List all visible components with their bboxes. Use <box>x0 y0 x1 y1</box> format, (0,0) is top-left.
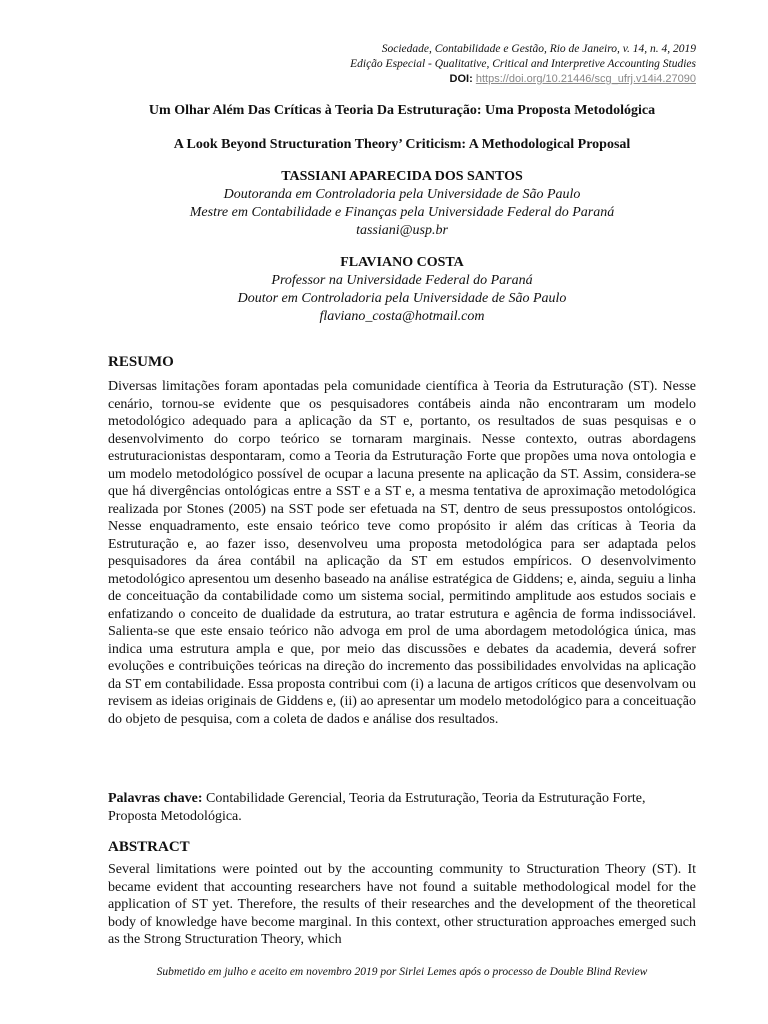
doi-link[interactable]: https://doi.org/10.21446/scg_ufrj.v14i4.27090 <box>475 73 696 85</box>
doi-label: DOI: <box>449 73 473 85</box>
resumo-paragraph: Diversas limitações foram apontadas pela comunidade científica à Teoria da Estruturação (ST). Nesse cenário, tornou-se evidente que os pesquisadores contábeis ainda não encontraram um modelo metodológico adequado para a aplicação da ST e, portanto, os resultados de suas pesquisas e o desenvolvimento do corpo teórico se tornaram marginais. Nesse contexto, outras abordagens estruturacionistas despontaram, como a Teoria da Estruturação Forte que propões uma nova ontologia e um modelo metodológico possível de ocupar a lacuna presente na aplicação da ST. Assim, considera-se que há divergências ontológicas entre a SST e a ST e, a mesma tentativa de aproximação metodológica realizada por Stones (2005) na SST pode ser efetuada na ST, dentro de seus pressupostos ontológicos. Nesse enquadramento, este ensaio teórico teve como propósito ir além das críticas à Teoria da Estruturação e, ao fazer isso, desenvolveu uma proposta metodológica para ser adaptada pelos pesquisadores da área contábil na aplicação da ST em estudos empíricos. O desenvolvimento metodológico apresentou um desenho baseado na análise estratégica de Giddens; e, ainda, seguiu a linha de conceituação da contabilidade como um sistema social, permitindo amplitude aos estudos sociais e enfatizando o conceito de dualidade da estrutura, ao tratar estrutura e agência de forma indissociável. Salienta-se que este ensaio teórico não advoga em prol de uma abordagem metodológica única, mas indica uma estrutura ampla e que, por meio das discussões e debates da academia, deverá sofrer evoluções e contribuições teóricas na direção do incremento das possibilidades envolvidas na aplicação da ST em contabilidade. Essa proposta contribui com (i) a lacuna de artigos críticos que desenvolvam ou revisem as ideias originais de Giddens e, (ii) ao apresentar um modelo metodológico para a conceituação do objeto de pesquisa, com a coleta de dados e análise dos resultados. <box>108 379 696 727</box>
abstract-paragraph: Several limitations were pointed out by the accounting community to Structuration Theory (ST). It became evident that accounting researchers have not found a suitable methodological model for the application of ST yet. Therefore, the results of their researches and the development of the theoretical body of knowledge have become marginal. In this context, other structuration approaches emerged such as the Strong Structuration Theory, which <box>108 862 696 947</box>
author-affiliation: Doutoranda em Controladoria pela Universidade de São Paulo <box>223 187 581 202</box>
journal-header <box>350 42 696 87</box>
author-name: TASSIANI APARECIDA DOS SANTOS <box>281 169 523 184</box>
resumo-heading: RESUMO <box>108 354 174 370</box>
keywords-label: Palavras chave: <box>108 791 203 806</box>
author-affiliation: Doutor em Controladoria pela Universidade de São Paulo <box>237 291 567 306</box>
author-affiliation: Professor na Universidade Federal do Paraná <box>271 273 533 288</box>
special-edition-line: Edição Especial - Qualitative, Critical and Interpretive Accounting Studies <box>350 58 696 70</box>
keywords-text: Contabilidade Gerencial, Teoria da Estruturação, Teoria da Estruturação Forte, Proposta Metodológica. <box>108 791 646 824</box>
keywords-paragraph <box>108 790 696 825</box>
paper-title-english: A Look Beyond Structuration Theory’ Criticism: A Methodological Proposal <box>173 137 631 152</box>
abstract-heading: ABSTRACT <box>108 839 190 855</box>
author-affiliation: Mestre em Contabilidade e Finanças pela Universidade Federal do Paraná <box>189 205 615 220</box>
doi-line <box>350 72 696 87</box>
author-block-1 <box>108 168 696 240</box>
journal-citation: Sociedade, Contabilidade e Gestão, Rio de Janeiro, v. 14, n. 4, 2019 <box>381 43 696 55</box>
author-block-2 <box>108 254 696 326</box>
author-email[interactable]: flaviano_costa@hotmail.com <box>319 309 485 324</box>
paper-title-portuguese: Um Olhar Além Das Críticas à Teoria Da Estruturação: Uma Proposta Metodológica <box>148 103 656 118</box>
submission-footer: Submetido em julho e aceito em novembro 2019 por Sirlei Lemes após o processo de Double Blind Review <box>156 966 648 978</box>
author-email[interactable]: tassiani@usp.br <box>356 223 448 238</box>
author-name: FLAVIANO COSTA <box>340 255 464 270</box>
